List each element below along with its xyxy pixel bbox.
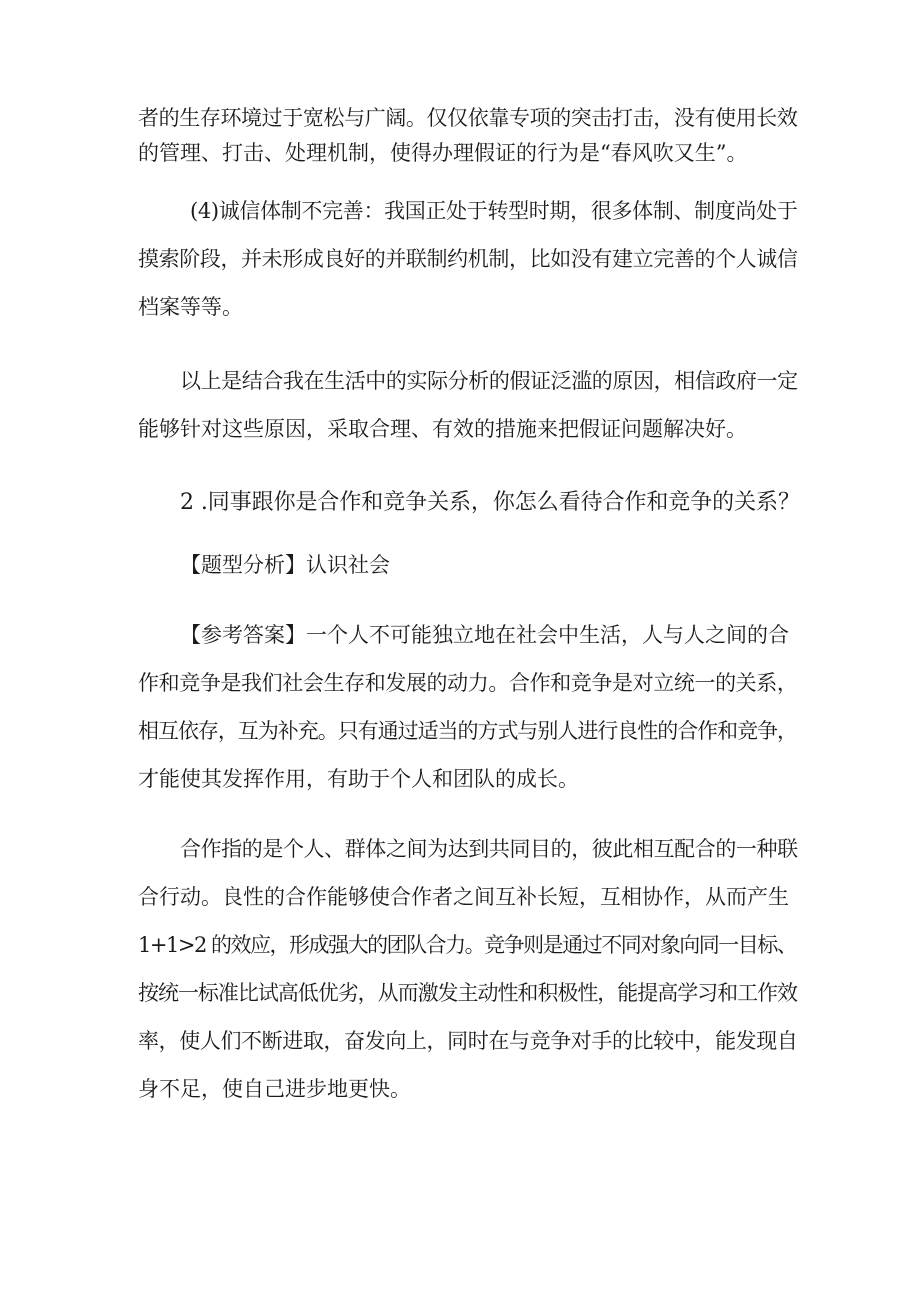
text-line: 作和竞争是我们社会生存和发展的动力。合作和竞争是对立统一的关系，	[138, 671, 798, 695]
text-line: 【参考答案】一个人不可能独立地在社会中生活，人与人之间的合	[180, 623, 789, 647]
text-line: 摸索阶段，并未形成良好的并联制约机制，比如没有建立完善的个人诚信	[138, 247, 798, 271]
text-line: 2 .同事跟你是合作和竞争关系，你怎么看待合作和竞争的关系？	[180, 490, 800, 515]
text-line: 1+1>2 的效应，形成强大的团队合力。竞争则是通过不同对象向同一目标、	[138, 933, 797, 957]
text-line: 身不足，使自己进步地更快。	[138, 1077, 411, 1101]
text-line: 能够针对这些原因，采取合理、有效的措施来把假证问题解决好。	[138, 417, 747, 441]
text-line: 者的生存环境过于宽松与广阔。仅仅依靠专项的突击打击，没有使用长效	[138, 106, 798, 130]
text-line: 才能使其发挥作用，有助于个人和团队的成长。	[138, 767, 579, 791]
text-line: 按统一标准比试高低优劣，从而激发主动性和积极性，能提高学习和工作效	[138, 981, 798, 1005]
text-line: 合行动。良性的合作能够使合作者之间互补长短，互相协作，从而产生	[138, 885, 789, 909]
text-line: 【题型分析】认识社会	[180, 553, 390, 577]
text-line: 的管理、打击、处理机制，使得办理假证的行为是“春风吹又生”。	[138, 141, 748, 165]
text-line: 相互依存，互为补充。只有通过适当的方式与别人进行良性的合作和竞争，	[138, 719, 798, 743]
text-line: 档案等等。	[138, 295, 243, 319]
text-line: (4)诚信体制不完善：我国正处于转型时期，很多体制、制度尚处于	[190, 199, 798, 223]
text-line: 率，使人们不断进取，奋发向上，同时在与竞争对手的比较中，能发现自	[138, 1029, 798, 1053]
text-line: 以上是结合我在生活中的实际分析的假证泛滥的原因，相信政府一定	[180, 369, 798, 393]
text-line: 合作指的是个人、群体之间为达到共同目的，彼此相互配合的一种联	[180, 837, 798, 861]
